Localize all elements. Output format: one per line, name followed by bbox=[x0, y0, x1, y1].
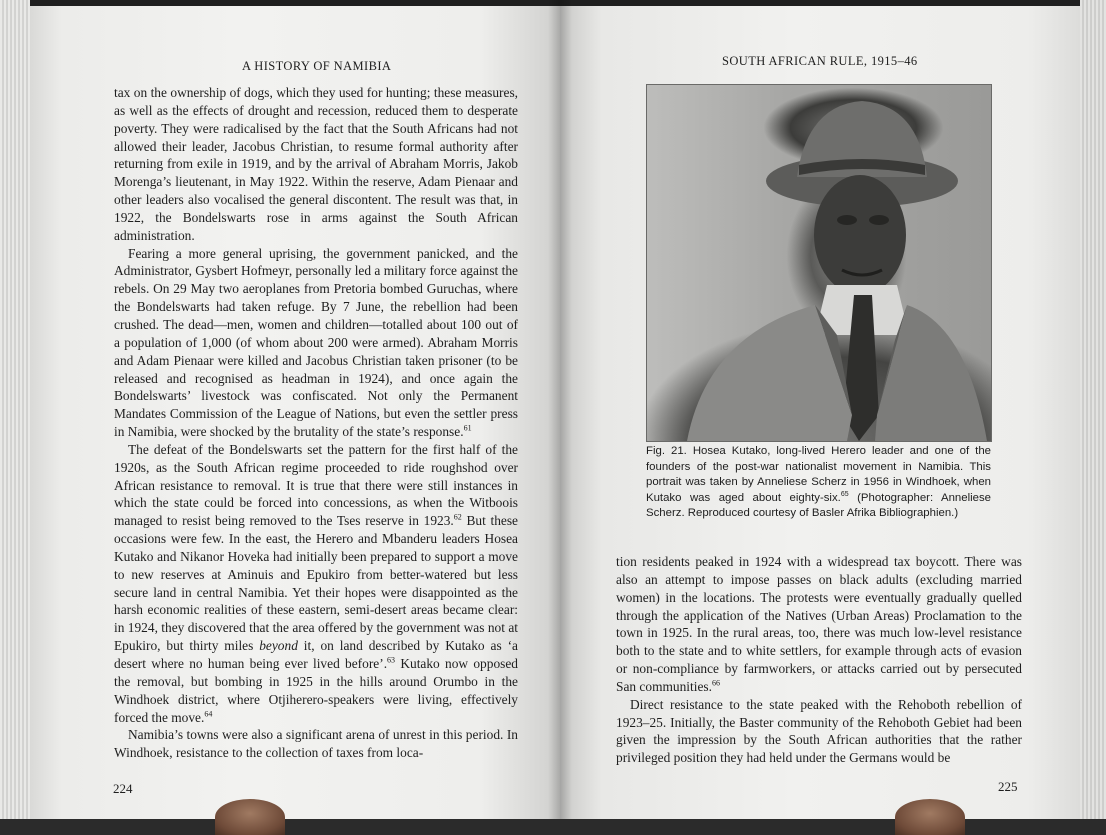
paragraph: Direct resistance to the state peaked with the Rehoboth rebellion of 1923–25. Initially, the Baster community of the Rehoboth Gebiet had been given the impression by the South African authorities that the rather privileged position they had held under the Germans would be bbox=[616, 696, 1022, 766]
figure-caption: Fig. 21. Hosea Kutako, long-lived Herero leader and one of the founders of the post-war nationalist movement in Namibia. This portrait was taken by Anneliese Scherz in 1956 in Windhoek, when Kutako was aged about eighty-six.$^{65}$ (Photographer: Anneliese Scherz. Reproduced courtesy of Basler Afrika Bibliographien.) bbox=[646, 445, 992, 520]
emphasis: beyond bbox=[259, 638, 298, 654]
paragraph: Fearing a more general uprising, the government panicked, and the Administrator, Gysbert Hofmeyr, personally led a military force against the rebels. On 29 May two aeroplanes from Pretoria bombed Guruchas, where the Bondelswarts had taken refuge. By 7 June, the rebellion had been crushed. The dead—men, women and children—totalled about 100 out of a population of 1,000 (of whom about 200 were armed). Abraham Morris and Adam Pienaar were killed and Jacobus Christian taken prisoner (to be released and recognised as headman in 1924), and once again the Bondelswarts’ livestock was confiscated. Not only the Permanent Mandates Commission of the League of Nations, but even the settler press in Namibia, were shocked by the brutality of the state’s response.$^{61}$ bbox=[114, 245, 518, 440]
left-page bbox=[30, 6, 560, 819]
thumb-right bbox=[895, 799, 965, 835]
footnote-ref: 66 bbox=[711, 678, 720, 688]
portrait-illustration bbox=[647, 85, 991, 441]
left-page-body bbox=[114, 84, 518, 762]
page-edges-left bbox=[0, 0, 30, 819]
page-number-left: 224 bbox=[113, 781, 133, 796]
footnote-ref: 65 bbox=[840, 490, 849, 498]
right-page bbox=[560, 6, 1080, 819]
page-number-right: 225 bbox=[998, 779, 1018, 794]
right-page-body bbox=[616, 553, 1022, 767]
footnote-ref: 63 bbox=[387, 655, 396, 665]
running-head-right: SOUTH AFRICAN RULE, 1915–46 bbox=[722, 54, 918, 68]
book-gutter bbox=[548, 0, 572, 819]
running-head-left: A HISTORY OF NAMIBIA bbox=[242, 59, 392, 73]
thumb-left bbox=[215, 799, 285, 835]
page-edges-right bbox=[1080, 0, 1106, 819]
portrait-photo bbox=[646, 84, 992, 442]
paragraph: Namibia’s towns were also a significant arena of unrest in this period. In Windhoek, resistance to the collection of taxes from loca- bbox=[114, 727, 518, 761]
footnote-ref: 64 bbox=[204, 709, 213, 719]
footnote-ref: 62 bbox=[453, 512, 462, 522]
paragraph: The defeat of the Bondelswarts set the pattern for the first half of the 1920s, as the South African regime proceeded to ride roughshod over African resistance to removal. It is true that there were still instances in which the state could be forced into concessions, as when the Witboois managed to resist being removed to the Tses reserve in 1923.62 But these occasions were few. In the east, the Herero and Mbanderu leaders Hosea Kutako and Nikanor Hoveka had initially been prepared to support a move to new reserves at Aminuis and Epukiro from better-watered but less secure land in central Namibia. Yet their hopes were disappointed as the harsh economic realities of these eastern, semi-desert areas became clear: in 1924, they discovered that the area offered by the government was not at Epukiro, but thirty miles beyond it, on land described by Kutako as ‘a desert where no human being ever lived before’.$^{63}$ Kutako now opposed the removal, but bombing in 1925 in the hills around Orumbo in the Windhoek district, where Otjiherero-speakers were living, effectively forced the move.$^{64}$ bbox=[114, 441, 518, 725]
footnote-ref: 61 bbox=[463, 423, 472, 433]
paragraph: tion residents peaked in 1924 with a widespread tax boycott. There was also an attempt to impose passes on black adults (excluding married women) in the locations. The protests were eventually gradually quelled through the application of the Natives (Urban Areas) Proclamation to the town in 1925. In the rural areas, too, there was much low-level resistance both to the state and to white settlers, for example through acts of evasion or non-compliance by farmworkers, or attacks carried out by persecuted San communities.$^{66}$ bbox=[616, 554, 1022, 694]
paragraph: tax on the ownership of dogs, which they used for hunting; these measures, as well as the effects of drought and recession, reduced them to desperate poverty. They were radicalised by the fact that the South Africans had not allowed their leader, Jacobus Christian, to resume formal authority after returning from exile in 1919, and by the arrival of Abraham Morris, Jakob Morenga’s lieutenant, in May 1922. Within the reserve, Adam Pienaar and other leaders also vocalised the general discontent. The result was that, in 1922, the Bondelswarts rose in arms against the South African administration. bbox=[114, 85, 518, 243]
